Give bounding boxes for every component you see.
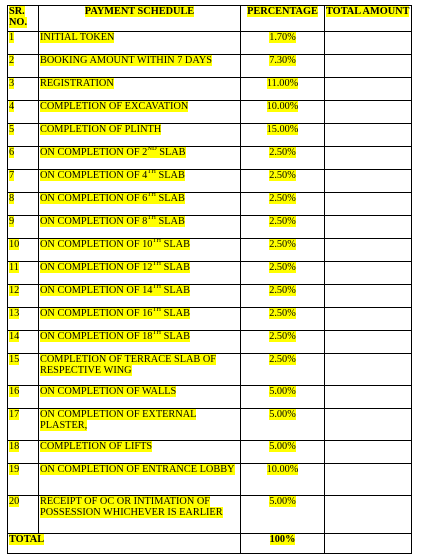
sr-no-cell — [8, 55, 39, 78]
total-percentage: 100% — [269, 534, 296, 545]
table-row — [8, 147, 412, 170]
sr-no: 15 — [9, 354, 20, 365]
schedule-description-cell — [39, 170, 241, 193]
schedule-description — [40, 409, 196, 431]
schedule-description-cell — [39, 409, 241, 441]
percentage-cell — [241, 409, 325, 441]
schedule-description-cell — [39, 496, 241, 534]
schedule-description — [40, 308, 190, 319]
percentage-value: 11.00% — [266, 78, 299, 89]
table-row — [8, 124, 412, 147]
description-suffix: SLAB — [161, 331, 190, 342]
percentage-cell — [241, 101, 325, 124]
schedule-description-cell — [39, 464, 241, 496]
description-suffix: SLAB — [155, 193, 185, 204]
sr-no: 6 — [9, 147, 15, 158]
sr-no-cell — [8, 78, 39, 101]
schedule-description-cell — [39, 331, 241, 354]
schedule-description-cell — [39, 124, 241, 147]
total-amount-cell — [325, 386, 412, 409]
sr-no-cell — [8, 239, 39, 262]
percentage-cell — [241, 464, 325, 496]
total-amount-cell — [325, 262, 412, 285]
table-row — [8, 308, 412, 331]
table-row — [8, 32, 412, 55]
schedule-description — [40, 239, 190, 250]
table-row — [8, 193, 412, 216]
sr-no: 14 — [9, 331, 20, 342]
description-text: INITIAL TOKEN — [40, 32, 115, 43]
description-text: ON COMPLETION OF 18 — [40, 331, 153, 342]
total-amount-cell — [325, 78, 412, 101]
description-text: ON COMPLETION OF 4 — [40, 170, 148, 181]
ordinal-suffix: TH — [152, 283, 162, 290]
schedule-description-cell — [39, 239, 241, 262]
table-header-row — [8, 6, 412, 32]
schedule-description — [40, 101, 188, 112]
percentage-value: 2.50% — [269, 170, 296, 181]
total-amount-cell — [325, 441, 412, 464]
description-text: BOOKING AMOUNT WITHIN 7 DAYS — [40, 55, 212, 66]
table-row — [8, 331, 412, 354]
description-text: COMPLETION OF TERRACE SLAB OF RESPECTIVE WING — [40, 354, 217, 376]
table-row — [8, 496, 412, 534]
percentage-cell — [241, 55, 325, 78]
schedule-description-cell — [39, 386, 241, 409]
sr-no-cell — [8, 32, 39, 55]
schedule-description — [40, 464, 235, 475]
schedule-description-cell — [39, 55, 241, 78]
sr-no: 18 — [9, 441, 20, 452]
total-percentage-cell — [241, 534, 325, 554]
schedule-description — [40, 354, 216, 376]
description-text: ON COMPLETION OF 2 — [40, 147, 148, 158]
description-text: ON COMPLETION OF WALLS — [40, 386, 177, 397]
total-amount-cell — [325, 331, 412, 354]
sr-no-cell — [8, 262, 39, 285]
schedule-description — [40, 55, 212, 66]
percentage-cell — [241, 331, 325, 354]
sr-no: 7 — [9, 170, 15, 181]
ordinal-suffix: ND — [147, 145, 157, 152]
ordinal-suffix: TH — [147, 168, 156, 175]
schedule-description-cell — [39, 285, 241, 308]
schedule-rows — [8, 32, 412, 534]
total-amount-cell — [325, 285, 412, 308]
sr-no: 9 — [9, 216, 15, 227]
description-text: COMPLETION OF EXCAVATION — [40, 101, 189, 112]
sr-no: 4 — [9, 101, 15, 112]
percentage-value: 2.50% — [269, 193, 296, 204]
schedule-description — [40, 386, 176, 397]
table-row — [8, 285, 412, 308]
table-row — [8, 386, 412, 409]
sr-no: 13 — [9, 308, 20, 319]
description-suffix: SLAB — [161, 262, 190, 273]
ordinal-suffix: TH — [152, 260, 162, 267]
sr-no-cell — [8, 331, 39, 354]
schedule-description-cell — [39, 441, 241, 464]
total-amount-cell — [325, 216, 412, 239]
sr-no-cell — [8, 441, 39, 464]
schedule-description-cell — [39, 354, 241, 386]
sr-no-cell — [8, 124, 39, 147]
header-percentage: PERCENTAGE — [241, 6, 325, 32]
total-amount-cell — [325, 170, 412, 193]
sr-no-cell — [8, 496, 39, 534]
ordinal-suffix: TH — [152, 306, 162, 313]
percentage-cell — [241, 32, 325, 55]
percentage-cell — [241, 386, 325, 409]
table-row — [8, 101, 412, 124]
payment-schedule-table — [7, 5, 412, 554]
table-row — [8, 239, 412, 262]
sr-no: 12 — [9, 285, 20, 296]
percentage-cell — [241, 262, 325, 285]
total-amount-cell — [325, 239, 412, 262]
description-text: ON COMPLETION OF 16 — [40, 308, 153, 319]
total-amount-cell — [325, 55, 412, 78]
description-text: ON COMPLETION OF 10 — [40, 239, 153, 250]
schedule-description — [40, 147, 186, 158]
schedule-description-cell — [39, 262, 241, 285]
description-suffix: SLAB — [161, 308, 190, 319]
percentage-cell — [241, 216, 325, 239]
sr-no-cell — [8, 170, 39, 193]
description-suffix: SLAB — [156, 147, 186, 158]
total-amount-cell — [325, 193, 412, 216]
description-suffix: SLAB — [161, 285, 190, 296]
total-amount-cell — [325, 147, 412, 170]
total-amount-cell — [325, 308, 412, 331]
sr-no: 11 — [9, 262, 19, 273]
payment-schedule-document — [7, 5, 412, 554]
description-text: ON COMPLETION OF 8 — [40, 216, 148, 227]
total-amount-cell — [325, 464, 412, 496]
sr-no-cell — [8, 193, 39, 216]
percentage-value: 2.50% — [269, 216, 296, 227]
percentage-value: 5.00% — [269, 441, 296, 452]
description-suffix: SLAB — [161, 239, 190, 250]
ordinal-suffix: TH — [147, 191, 156, 198]
table-row — [8, 409, 412, 441]
schedule-description — [40, 262, 190, 273]
percentage-cell — [241, 354, 325, 386]
description-text: COMPLETION OF PLINTH — [40, 124, 162, 135]
percentage-value: 2.50% — [269, 308, 296, 319]
sr-no: 17 — [9, 409, 20, 420]
sr-no-cell — [8, 386, 39, 409]
ordinal-suffix: TH — [147, 214, 156, 221]
total-amount-cell — [325, 124, 412, 147]
percentage-cell — [241, 308, 325, 331]
total-amount-cell — [325, 101, 412, 124]
sr-no: 8 — [9, 193, 15, 204]
percentage-value: 2.50% — [269, 285, 296, 296]
percentage-value: 10.00% — [266, 464, 299, 475]
sr-no-cell — [8, 308, 39, 331]
schedule-description-cell — [39, 193, 241, 216]
sr-no-cell — [8, 464, 39, 496]
description-text: ON COMPLETION OF ENTRANCE LOBBY — [40, 464, 235, 475]
ordinal-suffix: TH — [152, 329, 162, 336]
schedule-description — [40, 441, 152, 452]
sr-no-cell — [8, 354, 39, 386]
description-suffix: SLAB — [155, 170, 185, 181]
schedule-description — [40, 78, 114, 89]
table-row — [8, 262, 412, 285]
schedule-description — [40, 285, 190, 296]
description-text: ON COMPLETION OF 12 — [40, 262, 153, 273]
percentage-value: 2.50% — [269, 239, 296, 250]
ordinal-suffix: TH — [152, 237, 162, 244]
percentage-value: 5.00% — [269, 496, 296, 507]
description-text: RECEIPT OF OC OR INTIMATION OF POSSESSION WHICHEVER IS EARLIER — [40, 496, 223, 518]
schedule-description-cell — [39, 78, 241, 101]
header-payment-schedule: PAYMENT SCHEDULE — [39, 6, 241, 32]
description-text: ON COMPLETION OF EXTERNAL PLASTER, — [40, 409, 197, 431]
sr-no: 19 — [9, 464, 20, 475]
description-text: REGISTRATION — [40, 78, 114, 89]
sr-no: 3 — [9, 78, 15, 89]
sr-no-cell — [8, 409, 39, 441]
schedule-description-cell — [39, 216, 241, 239]
table-row — [8, 55, 412, 78]
schedule-description — [40, 32, 114, 43]
percentage-value: 2.50% — [269, 354, 296, 365]
percentage-cell — [241, 124, 325, 147]
percentage-cell — [241, 170, 325, 193]
percentage-cell — [241, 441, 325, 464]
total-label: TOTAL — [9, 534, 45, 545]
schedule-description-cell — [39, 101, 241, 124]
percentage-value: 10.00% — [266, 101, 299, 112]
description-text: ON COMPLETION OF 14 — [40, 285, 153, 296]
percentage-value: 2.50% — [269, 147, 296, 158]
table-row — [8, 441, 412, 464]
sr-no: 10 — [9, 239, 20, 250]
percentage-cell — [241, 193, 325, 216]
sr-no: 1 — [9, 32, 15, 43]
total-amount-cell — [325, 354, 412, 386]
schedule-description — [40, 331, 190, 342]
total-amount-cell — [325, 496, 412, 534]
table-row — [8, 464, 412, 496]
percentage-value: 2.50% — [269, 262, 296, 273]
sr-no-cell — [8, 216, 39, 239]
description-suffix: SLAB — [155, 216, 185, 227]
schedule-description-cell — [39, 308, 241, 331]
schedule-description — [40, 496, 223, 518]
total-amount-cell — [325, 409, 412, 441]
percentage-cell — [241, 78, 325, 101]
sr-no-cell — [8, 285, 39, 308]
table-row — [8, 78, 412, 101]
percentage-cell — [241, 496, 325, 534]
sr-no-cell — [8, 147, 39, 170]
percentage-value: 2.50% — [269, 331, 296, 342]
description-text: ON COMPLETION OF 6 — [40, 193, 148, 204]
percentage-value: 1.70% — [269, 32, 296, 43]
table-row — [8, 216, 412, 239]
percentage-cell — [241, 147, 325, 170]
total-amount-cell — [325, 32, 412, 55]
percentage-value: 5.00% — [269, 386, 296, 397]
schedule-description-cell — [39, 32, 241, 55]
sr-no-cell — [8, 101, 39, 124]
percentage-cell — [241, 285, 325, 308]
description-text: COMPLETION OF LIFTS — [40, 441, 153, 452]
header-total-amount: TOTAL AMOUNT — [325, 6, 412, 32]
percentage-value: 7.30% — [269, 55, 296, 66]
schedule-description — [40, 124, 161, 135]
schedule-description — [40, 193, 185, 204]
header-sr-no: SR. NO. — [8, 6, 39, 32]
sr-no: 5 — [9, 124, 15, 135]
table-row — [8, 170, 412, 193]
sr-no: 20 — [9, 496, 20, 507]
schedule-description — [40, 170, 185, 181]
percentage-value: 5.00% — [269, 409, 296, 420]
percentage-cell — [241, 239, 325, 262]
schedule-description-cell — [39, 147, 241, 170]
table-row — [8, 354, 412, 386]
schedule-description — [40, 216, 185, 227]
total-label-cell — [8, 534, 241, 554]
sr-no: 16 — [9, 386, 20, 397]
total-row — [8, 534, 412, 554]
percentage-value: 15.00% — [266, 124, 299, 135]
total-amount-cell — [325, 534, 412, 554]
sr-no: 2 — [9, 55, 15, 66]
